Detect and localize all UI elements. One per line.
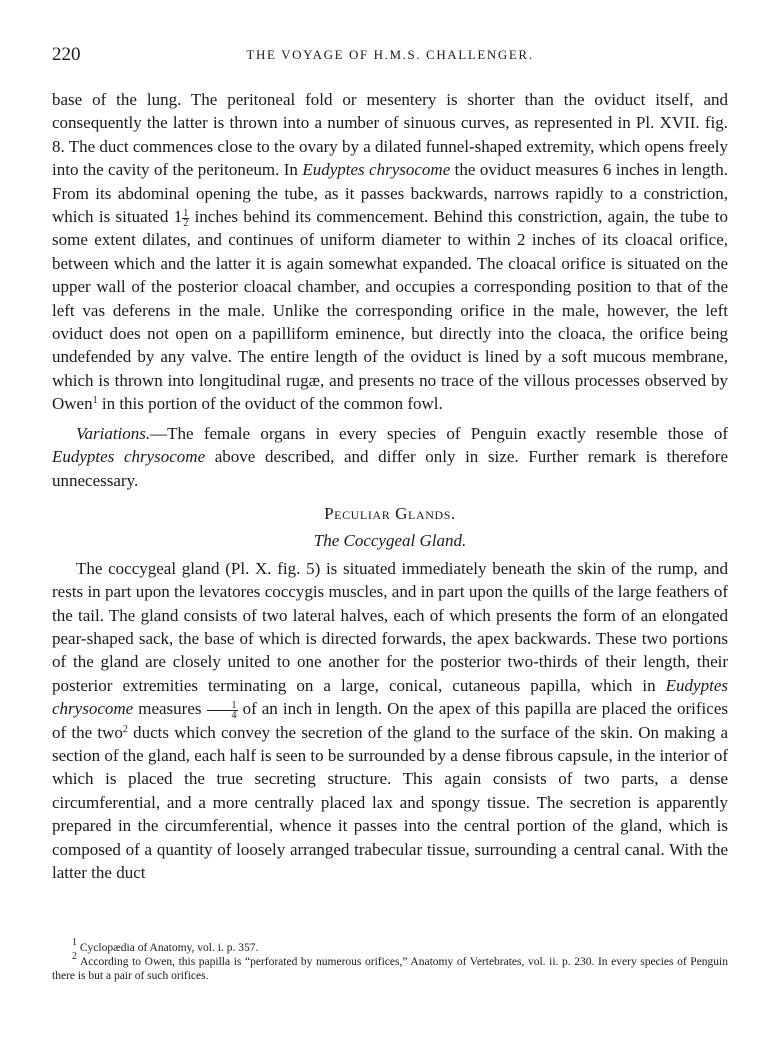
species-name: Eudyptes chrysocome (52, 675, 728, 719)
subsection-heading: The Coccygeal Gland. (313, 531, 467, 551)
section-heading: Peculiar Glands. (324, 503, 456, 523)
footnote-ref: 2 (122, 723, 128, 735)
footnote: $^2$ According to Owen, this papilla is “perforated by numerous orifices,” Anatomy of Vertebrates, vol. ii. p. 230. In every species of Penguin there is but a pair of such orifices. (52, 951, 728, 982)
fraction: $\frac{1}{2}$ (183, 208, 189, 230)
footnote-mark: 2 (72, 951, 77, 962)
variations-label: Variations. (76, 423, 151, 443)
page-number: 220 (52, 44, 81, 65)
paragraph-oviduct: base of the lung. The peritoneal fold or mesentery is shorter than the oviduct itself, and consequently the latter is thrown into a number of sinuous curves, as represented in Pl. XVII. fig. 8. The duct commences close to the ovary by a dilated funnel-shaped extremity, which opens freely into the cavity of the peritoneum. In Eudyptes chrysocome the oviduct measures 6 inches in length. From its abdominal opening the tube, as it passes backwards, narrows rapidly to a constriction, which is situated 1 $\frac{1}{2}$ inches behind its commencement. Behind this constriction, again, the tube to some extent dilates, and continues of uniform diameter to within 2 inches of its cloacal orifice, between which and the latter it is again somewhat expanded. The cloacal orifice is situated on the upper wall of the posterior cloacal chamber, and occupies a corresponding position to that of the left vas deferens in the male. Unlike the corresponding orifice in the male, however, the left oviduct does not open on a papilliform eminence, but directly into the cloaca, the orifice being undefended by any valve. The entire length of the oviduct is lined by a soft mucous membrane, which is thrown into longitudinal rugæ, and presents no trace of the villous processes observed by Owen$^1$ in this portion of the oviduct of the common fowl. (52, 90, 728, 414)
footnote: $^1$ Cyclopædia of Anatomy, vol. i. p. 357. (72, 937, 259, 954)
body-text (52, 88, 728, 884)
footnotes (52, 937, 728, 983)
page-header (52, 44, 728, 70)
footnote-ref: 1 (92, 395, 98, 407)
footnote-mark: 1 (72, 937, 77, 948)
paragraph-variations: Variations.—The female organs in every species of Penguin exactly resemble those of Eudyptes chrysocome above described, and differ only in size. Further remark is therefore unnecessary. (52, 423, 728, 490)
fraction: $\frac{1}{4}$ (207, 701, 238, 720)
paragraph-coccygeal-gland: The coccygeal gland (Pl. X. fig. 5) is situated immediately beneath the skin of the rump, and rests in part upon the levatores coccygis muscles, and in part upon the quills of the large feathers of the tail. The gland consists of two lateral halves, each of which presents the form of an elongated pear-shaped sack, the base of which is directed forwards, the apex backwards. These two portions of the gland are closely united to one another for the posterior two-thirds of their length, their posterior extremities terminating on a large, conical, cutaneous papilla, which in Eudyptes chrysocome measures $\frac{1}{4}$ of an inch in length. On the apex of this papilla are placed the orifices of the two$^2$ ducts which convey the secretion of the gland to the surface of the skin. On making a section of the gland, each half is seen to be surrounded by a dense fibrous capsule, in the interior of which is placed the true secreting structure. This again consists of two parts, a dense circumferential, and a more centrally placed lax and spongy tissue. The secretion is apparently prepared in the circumferential, whence it passes into the central portion of the gland, which is composed of a quantity of loosely arranged trabecular tissue, surrounding a central canal. With the latter the duct (52, 558, 728, 882)
species-name: Eudyptes chrysocome (52, 447, 206, 467)
running-title: THE VOYAGE OF H.M.S. CHALLENGER. (246, 47, 534, 62)
species-name: Eudyptes chrysocome (302, 160, 451, 180)
